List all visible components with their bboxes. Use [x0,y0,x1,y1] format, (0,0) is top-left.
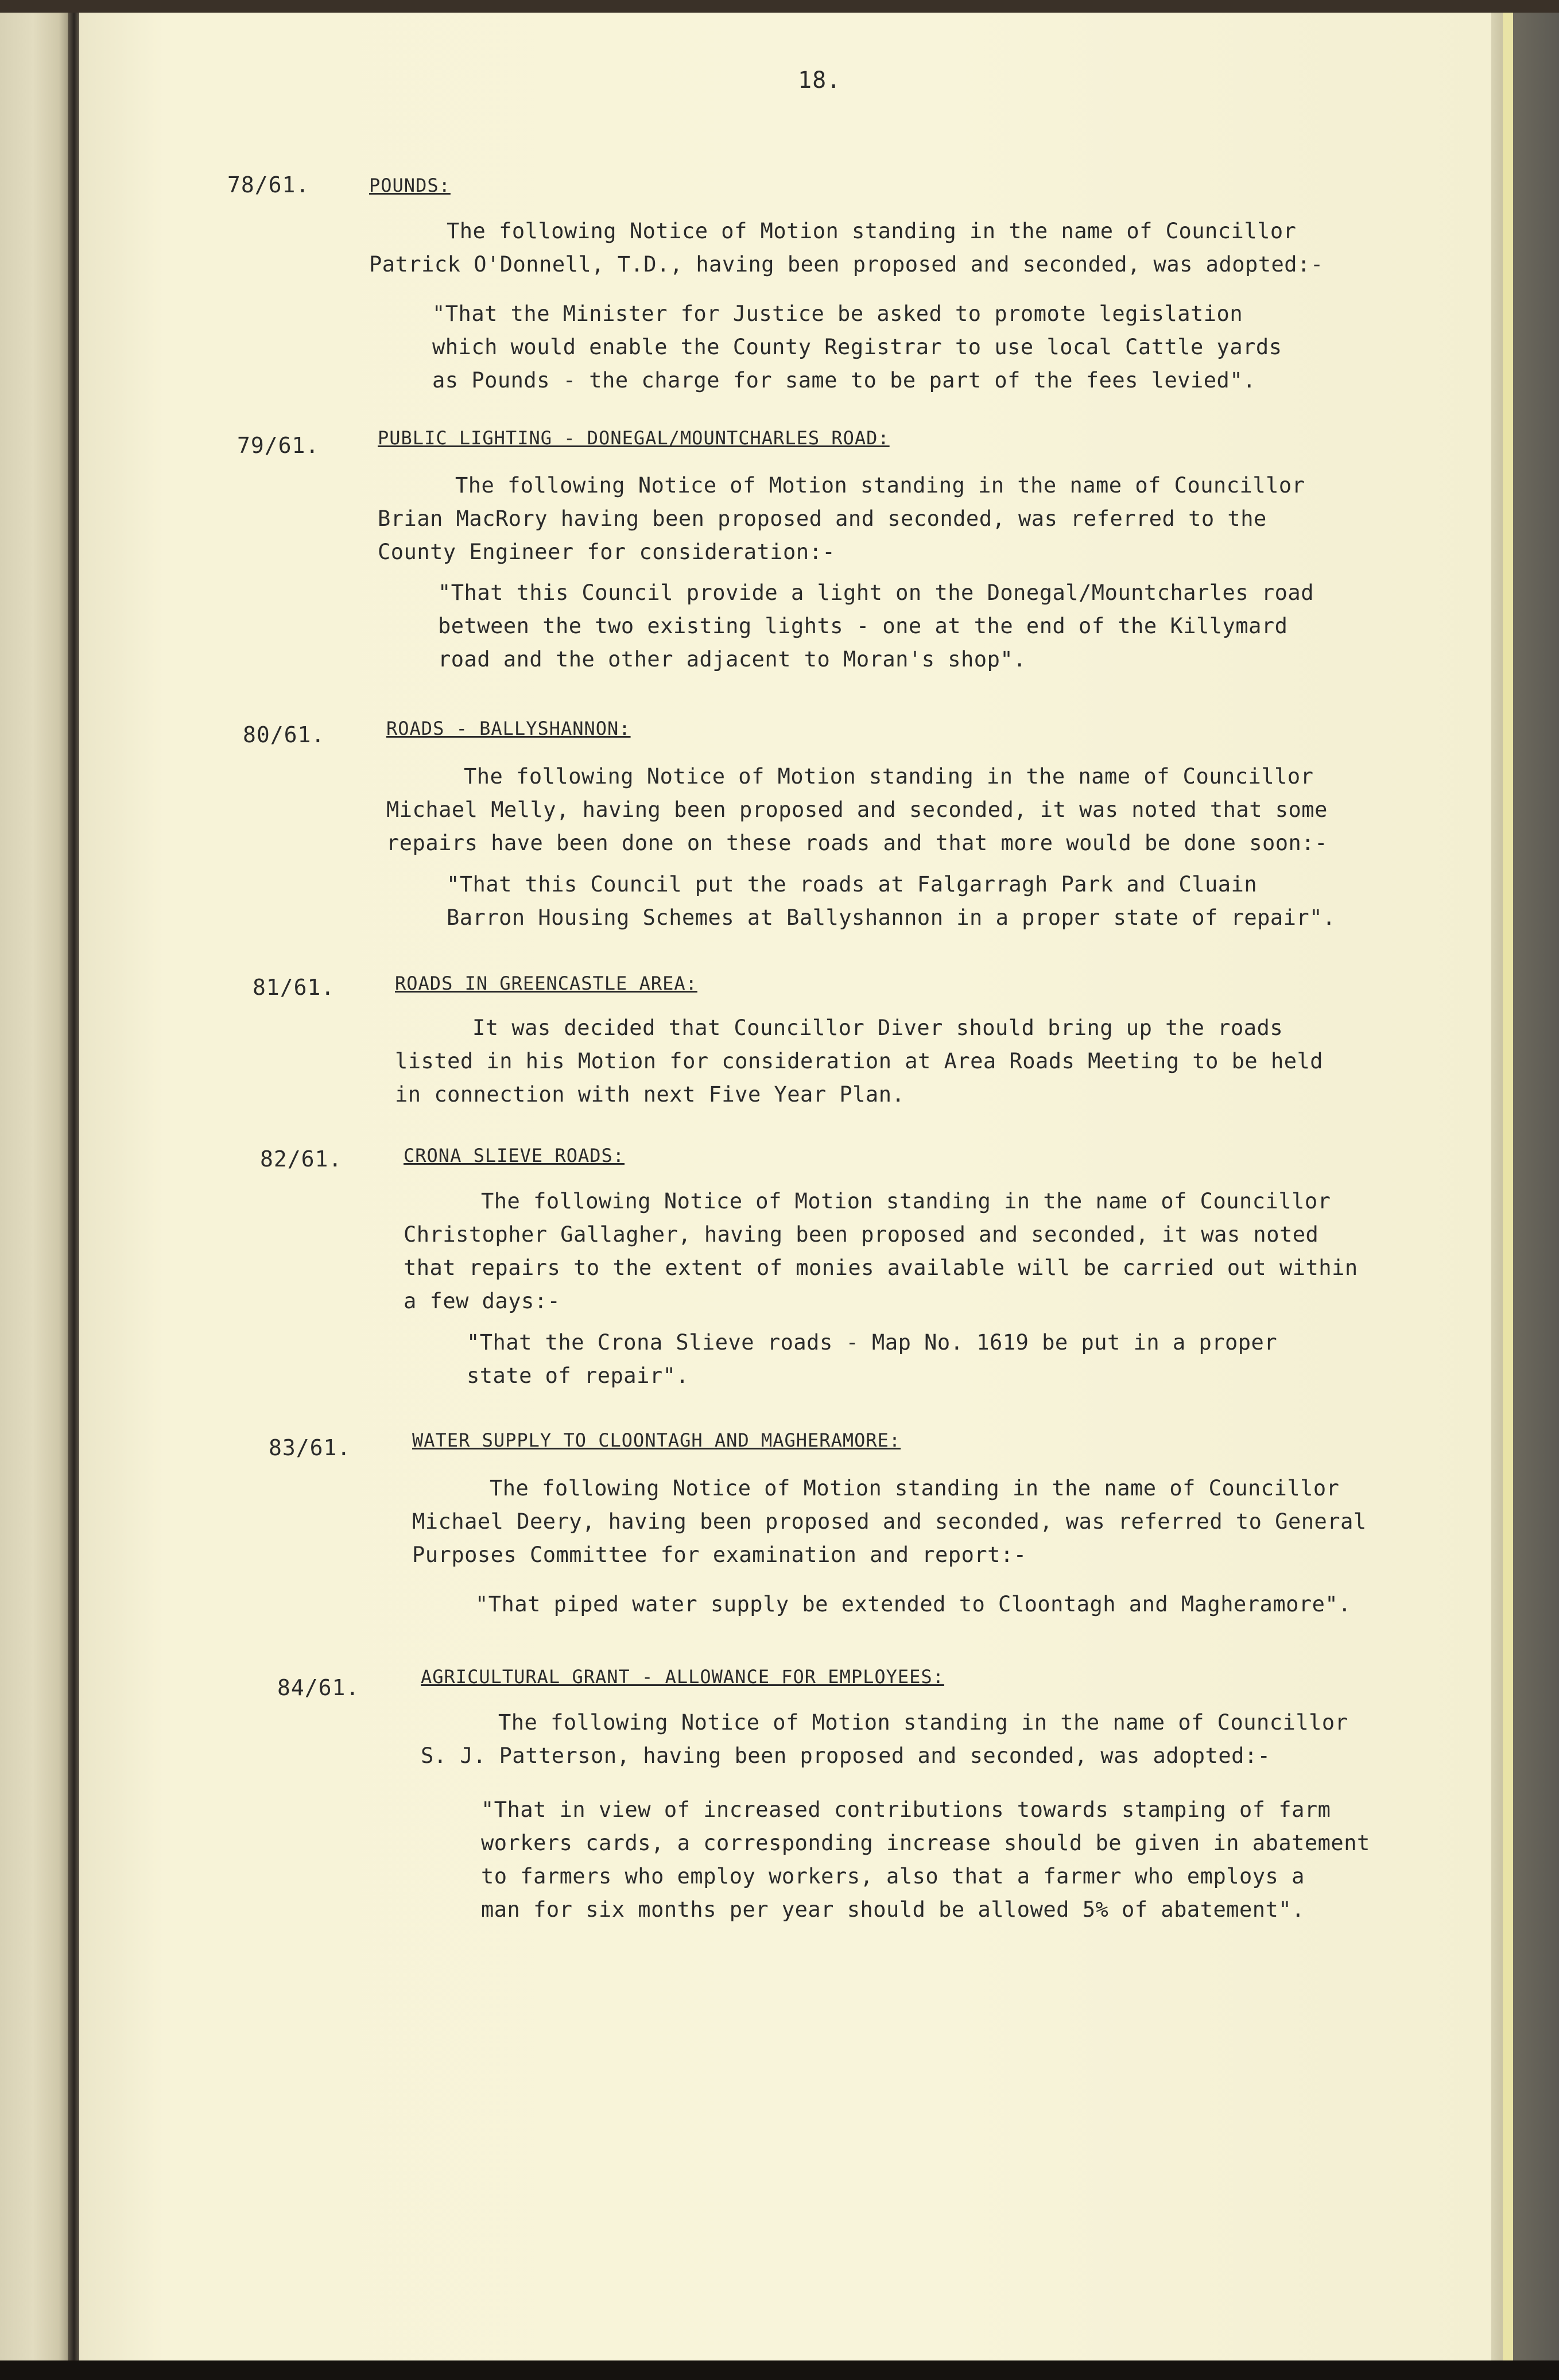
binding-right-edge [1491,13,1559,2360]
motion-quote: "That in view of increased contributions towards stamping of farm workers cards, a corresponding increase should be given in abatement to farmers who employ workers, also that a farmer who employs a man for six months per year should be allowed 5% of abatement". [481,1797,1370,1922]
ledger-page [79,13,1491,2360]
page-tab-strip [1503,13,1513,2360]
minute-heading: CRONA SLIEVE ROADS: [404,1145,625,1166]
minute-heading: ROADS IN GREENCASTLE AREA: [395,972,697,994]
minute-number: 80/61. [243,722,325,747]
minute-body: The following Notice of Motion standing in the name of Councillor S. J. Patterson, having been proposed and seconded, was adopted:- [421,1710,1348,1768]
minute-heading: AGRICULTURAL GRANT - ALLOWANCE FOR EMPLOYEES: [421,1666,944,1688]
minute-number: 82/61. [260,1146,343,1172]
minute-heading: WATER SUPPLY TO CLOONTAGH AND MAGHERAMORE: [412,1429,901,1451]
minute-number: 81/61. [253,975,335,1000]
minute-number: 84/61. [277,1675,360,1700]
motion-quote: "That this Council provide a light on the Donegal/Mountcharles road between the two existing lights - one at the end of the Killymard road and the other adjacent to Moran's shop". [438,580,1314,672]
motion-quote: "That this Council put the roads at Falgarragh Park and Cluain Barron Housing Schemes at Ballyshannon in a proper state of repair". [447,872,1336,930]
minute-heading: ROADS - BALLYSHANNON: [386,718,631,739]
motion-quote: "That piped water supply be extended to Cloontagh and Magheramore". [475,1592,1351,1617]
minute-body: The following Notice of Motion standing in the name of Councillor Patrick O'Donnell, T.D., having been proposed and seconded, was adopted:- [369,219,1324,277]
motion-quote: "That the Minister for Justice be asked to promote legislation which would enable the County Registrar to use local Cattle yards as Pounds - the charge for same to be part of the fees levied". [432,301,1282,393]
scan-top-border [0,0,1559,13]
minute-number: 79/61. [237,433,320,458]
minute-body: The following Notice of Motion standing in the name of Councillor Christopher Gallagher, having been proposed and seconded, it was noted that repairs to the extent of monies available will be carried out within a few days:- [404,1189,1358,1313]
minute-heading: POUNDS: [369,175,451,196]
scan-bottom-border [0,2360,1559,2380]
minute-heading: PUBLIC LIGHTING - DONEGAL/MOUNTCHARLES ROAD: [378,427,890,449]
minute-body: The following Notice of Motion standing in the name of Councillor Michael Melly, having been proposed and seconded, it was noted that some repairs have been done on these roads and that more would be done soon:- [386,764,1328,855]
minute-body: It was decided that Councillor Diver should bring up the roads listed in his Motion for consideration at Area Roads Meeting to be held in connection with next Five Year Plan. [395,1015,1324,1107]
facing-page-edge [0,13,73,2360]
minute-body: The following Notice of Motion standing in the name of Councillor Michael Deery, having been proposed and seconded, was referred to General Purposes Committee for examination and report:- [412,1476,1367,1567]
minute-number: 78/61. [227,172,310,197]
page-number: 18. [798,67,841,94]
minute-number: 83/61. [269,1435,351,1460]
motion-quote: "That the Crona Slieve roads - Map No. 1619 be put in a proper state of repair". [467,1330,1278,1388]
minute-body: The following Notice of Motion standing in the name of Councillor Brian MacRory having been proposed and seconded, was referred to the County Engineer for consideration:- [378,473,1305,564]
book-gutter [68,13,80,2360]
